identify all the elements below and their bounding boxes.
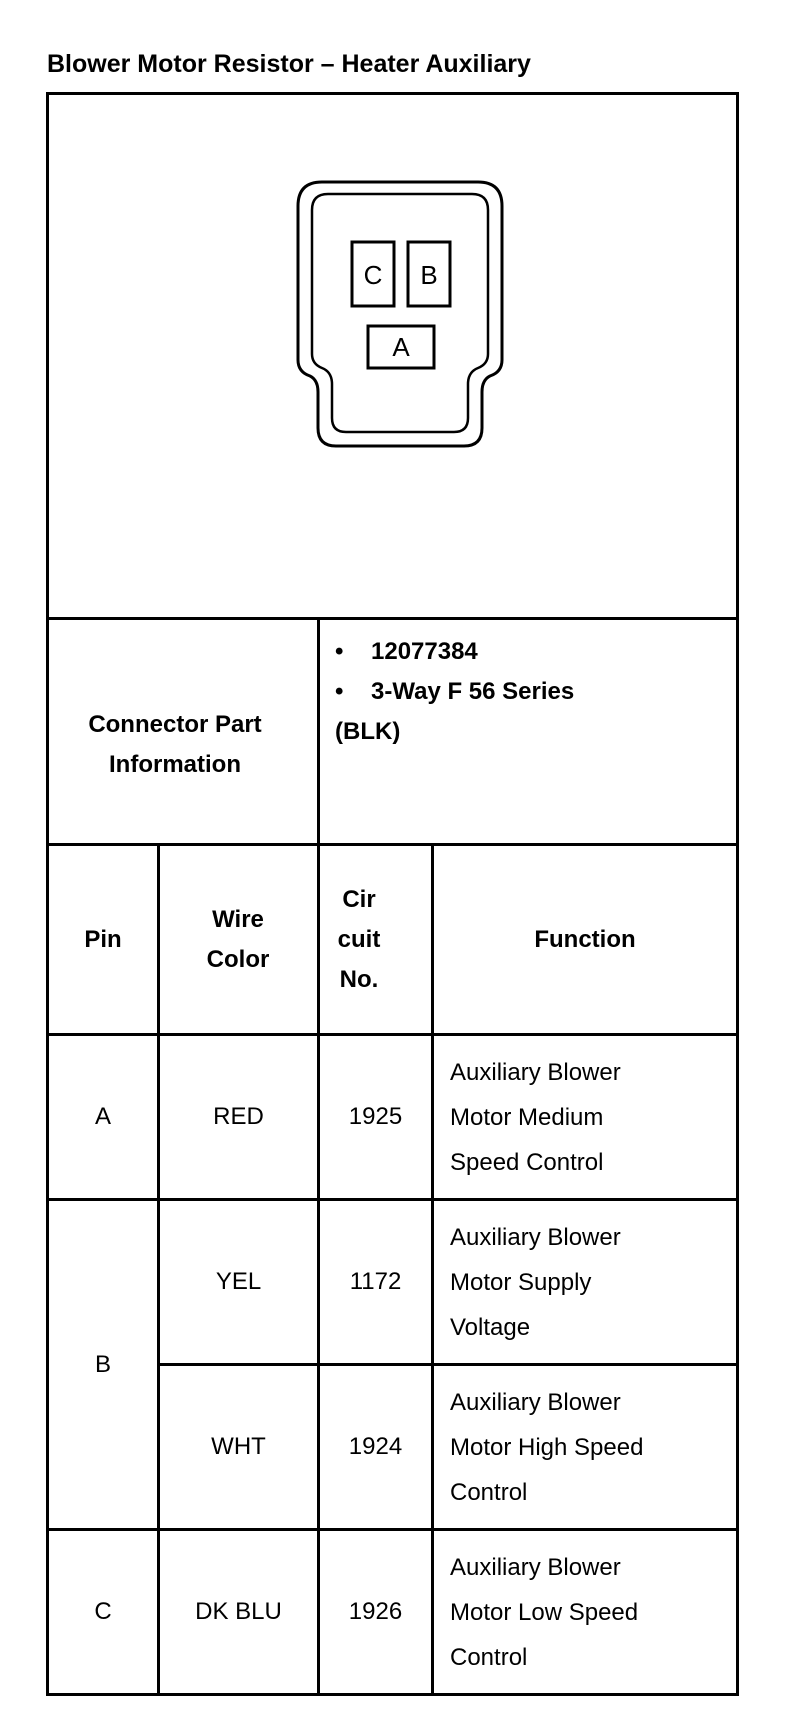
- table-border-top: [46, 92, 739, 95]
- cell-function: Auxiliary Blower Motor Supply Voltage: [450, 1224, 621, 1341]
- cell-function: Auxiliary Blower Motor Medium Speed Control: [450, 1059, 621, 1176]
- cell-function: Auxiliary Blower Motor High Speed Control: [450, 1389, 644, 1506]
- part-info-item: • 3-Way F 56 Series: [335, 678, 575, 705]
- header-circuit-no: Cir cuit No.: [337, 885, 381, 993]
- cell-circuit: 1926: [348, 1598, 403, 1625]
- part-info-label: Connector Part Information: [88, 711, 262, 778]
- cavity-label-a: A: [392, 332, 410, 362]
- cell-function: Auxiliary Blower Motor Low Speed Control: [450, 1554, 639, 1671]
- part-info-item: (BLK): [335, 718, 401, 745]
- table-border-bottom: [46, 1693, 739, 1696]
- cell-wire-color: WHT: [211, 1433, 266, 1460]
- cavity-label-c: C: [363, 260, 383, 290]
- connector-diagram: [290, 170, 510, 460]
- header-function: Function: [534, 925, 636, 953]
- cell-pin: A: [94, 1103, 111, 1130]
- part-info-list: [335, 632, 574, 752]
- header-wire-color: Wire Color: [206, 905, 270, 973]
- cell-wire-color: YEL: [215, 1268, 262, 1295]
- divider-part-info-col: [317, 617, 320, 843]
- connector-outline-outer: [298, 182, 502, 446]
- cell-pin: B: [94, 1350, 111, 1378]
- cell-wire-color: DK BLU: [195, 1598, 282, 1625]
- divider-connector-section: [46, 617, 739, 620]
- cavity-label-b: B: [420, 260, 438, 290]
- connector-outline-inner: [312, 194, 488, 432]
- cell-wire-color: RED: [213, 1103, 264, 1130]
- cell-circuit: 1924: [348, 1433, 403, 1460]
- cell-pin: C: [94, 1598, 112, 1625]
- header-pin: Pin: [84, 925, 122, 953]
- table-border-right: [736, 92, 739, 1696]
- cell-circuit: 1925: [348, 1103, 403, 1130]
- page-title: Blower Motor Resistor – Heater Auxiliary: [47, 50, 531, 78]
- cell-circuit: 1172: [349, 1268, 402, 1295]
- part-info-item: • 12077384: [335, 638, 478, 665]
